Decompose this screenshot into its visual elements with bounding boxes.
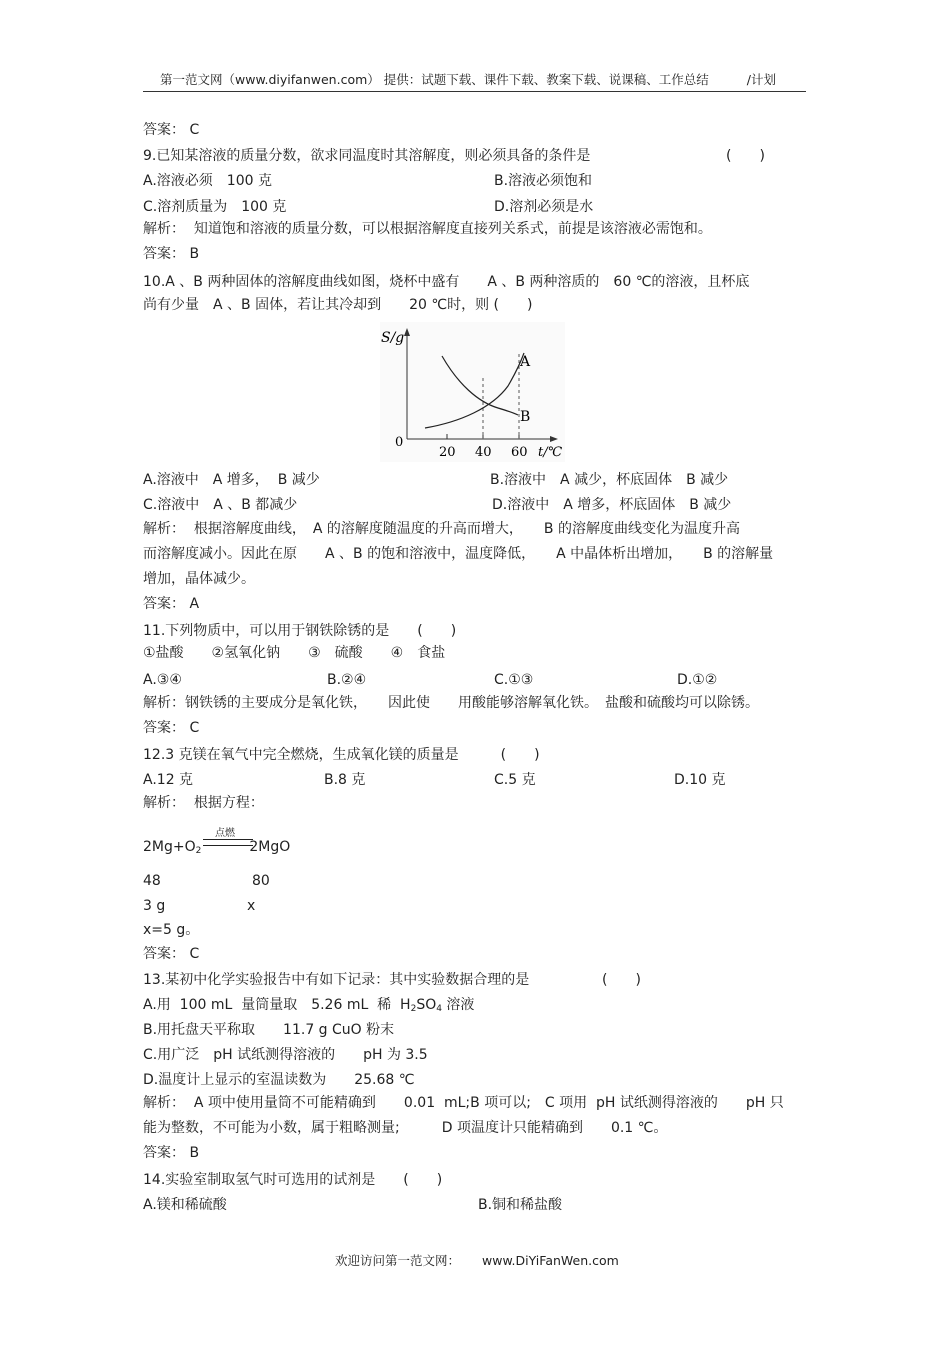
q12-option-a: A.12 克 [143, 772, 194, 788]
q9-option-c: C.溶剂质量为 100 克 [143, 199, 287, 215]
given-mass-mg: 3 g [143, 898, 166, 914]
q9-option-a: A.溶液必须 100 克 [143, 173, 272, 189]
q12-answer: 答案： C [143, 946, 200, 962]
graph-background [380, 322, 565, 462]
unknown-mass-mgo: x [247, 898, 256, 914]
q11-option-a: A.③④ [143, 672, 182, 688]
q10-stem-line1: 10.A 、B 两种固体的溶解度曲线如图，烧杯中盛有 A 、B 两种溶质的 60 ℃的溶液，且杯底 [143, 274, 750, 290]
q13-option-c: C.用广泛 pH 试纸测得溶液的 pH 为 3.5 [143, 1047, 428, 1063]
q14-option-a: A.镁和稀硫酸 [143, 1197, 227, 1213]
q13-option-a-tail: 溶液 [441, 997, 475, 1013]
tick-label-20: 20 [439, 445, 456, 460]
q11-items: ①盐酸 ②氢氧化钠 ③ 硫酸 ④ 食盐 [143, 645, 446, 661]
solubility-graph [380, 322, 565, 462]
header-rule [143, 91, 806, 92]
q10-stem-line2: 尚有少量 A 、B 固体，若让其冷却到 20 ℃时，则 ( ) [143, 297, 533, 313]
equation-subscript: 2 [195, 846, 202, 856]
curve-b-label: B [520, 409, 531, 425]
q9-analysis: 解析： 知道饱和溶液的质量分数，可以根据溶解度直接列关系式，前提是该溶液必需饱和。 [143, 221, 712, 237]
q11-option-c: C.①③ [494, 672, 534, 688]
q14-stem: 14.实验室制取氢气时可选用的试剂是 ( ) [143, 1172, 443, 1188]
molar-mass-mg: 48 [143, 873, 161, 889]
q13-analysis-line1: 解析： A 项中使用量筒不可能精确到 0.01 mL;B 项可以; C 项用 pH 试纸测得溶液的 pH 只 [143, 1095, 784, 1111]
header-suffix: /计划 [746, 72, 776, 87]
q13-option-b: B.用托盘天平称取 11.7 g CuO 粉末 [143, 1022, 395, 1038]
header-text: 第一范文网（www.diyifanwen.com） 提供：试题下载、课件下载、教案下载、说课稿、工作总结 [160, 72, 709, 87]
q9-option-d: D.溶剂必须是水 [494, 199, 594, 215]
q12-result: x=5 g。 [143, 922, 200, 938]
tick-label-60: 60 [511, 445, 528, 460]
q10-option-d: D.溶液中 A 增多，杯底固体 B 减少 [492, 497, 732, 513]
q11-stem: 11.下列物质中，可以用于钢铁除锈的是 ( ) [143, 623, 457, 639]
h-subscript: 2 [410, 1004, 417, 1014]
q8-answer: 答案： C [143, 122, 200, 138]
q13-option-a-text: A.用 100 mL 量筒量取 5.26 mL 稀 H [143, 997, 411, 1013]
reaction-condition: 点燃 [215, 828, 235, 839]
q13-analysis-line2: 能为整数，不可能为小数，属于粗略测量; D 项温度计只能精确到 0.1 ℃。 [143, 1120, 668, 1136]
equation-left: 2Mg+O [143, 839, 196, 855]
equation-right: 2MgO [249, 839, 291, 855]
q10-analysis-line2: 而溶解度减小。因此在原 A 、B 的饱和溶液中，温度降低， A 中晶体析出增加， B 的溶解量 [143, 546, 774, 562]
q12-stem: 12.3 克镁在氧气中完全燃烧，生成氧化镁的质量是 ( ) [143, 747, 540, 763]
q13-paren: ( ) [602, 972, 641, 988]
q12-option-c: C.5 克 [494, 772, 536, 788]
x-axis-label: t/℃ [538, 445, 563, 460]
molar-mass-mgo: 80 [252, 873, 270, 889]
q10-option-a: A.溶液中 A 增多， B 减少 [143, 472, 320, 488]
q11-analysis: 解析：钢铁锈的主要成分是氧化铁， 因此使 用酸能够溶解氧化铁。 盐酸和硫酸均可以除锈。 [143, 695, 759, 711]
q10-option-c: C.溶液中 A 、B 都减少 [143, 497, 298, 513]
page-header [160, 70, 776, 88]
curve-a-label: A [520, 354, 531, 370]
q11-option-b: B.②④ [327, 672, 367, 688]
q13-stem: 13.某初中化学实验报告中有如下记录：其中实验数据合理的是 [143, 972, 530, 988]
so-text: SO [416, 997, 437, 1013]
q10-analysis-line3: 增加，晶体减少。 [143, 571, 255, 587]
q9-paren: ( ) [726, 148, 765, 164]
y-axis-label: S/g [381, 330, 405, 346]
o-subscript: 4 [436, 1004, 442, 1014]
q13-answer: 答案： B [143, 1145, 200, 1161]
footer-link[interactable]: www.DiYiFanWen.com [482, 1253, 619, 1268]
q10-answer: 答案： A [143, 596, 200, 612]
q10-analysis-line1: 解析： 根据溶解度曲线， A 的溶解度随温度的升高而增大， B 的溶解度曲线变化为温度升高 [143, 521, 740, 537]
q13-option-a [143, 996, 474, 1014]
q12-option-b: B.8 克 [324, 772, 366, 788]
origin-label: 0 [395, 435, 404, 450]
q11-option-d: D.①② [677, 672, 718, 688]
reaction-equation [143, 838, 290, 856]
q11-answer: 答案： C [143, 720, 200, 736]
q13-option-d: D.温度计上显示的室温读数为 25.68 ℃ [143, 1072, 415, 1088]
q12-analysis: 解析： 根据方程： [143, 795, 264, 811]
footer-label: 欢迎访问第一范文网： [335, 1253, 461, 1268]
q9-stem: 9.已知某溶液的质量分数，欲求同温度时其溶解度，则必须具备的条件是 [143, 148, 591, 164]
tick-label-40: 40 [475, 445, 492, 460]
q14-option-b: B.铜和稀盐酸 [478, 1197, 563, 1213]
q12-option-d: D.10 克 [674, 772, 726, 788]
page-footer [335, 1251, 619, 1269]
q9-option-b: B.溶液必须饱和 [494, 173, 593, 189]
q9-answer: 答案： B [143, 246, 200, 262]
q10-option-b: B.溶液中 A 减少，杯底固体 B 减少 [490, 472, 729, 488]
